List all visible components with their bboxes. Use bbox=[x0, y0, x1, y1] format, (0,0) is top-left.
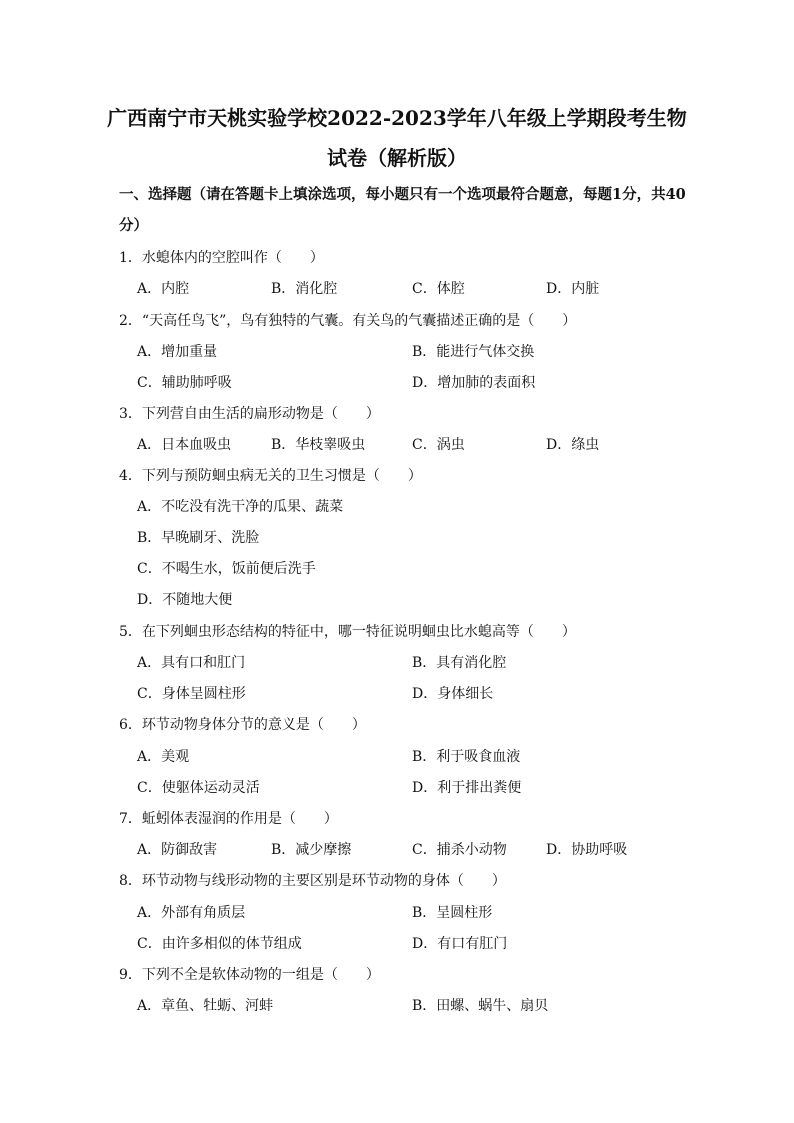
question-5-option-b: B．具有消化腔 bbox=[412, 655, 507, 671]
question-9-stem: 9．下列不全是软体动物的一组是（ ） bbox=[119, 967, 380, 983]
question-7-stem: 7．蚯蚓体表湿润的作用是（ ） bbox=[119, 811, 338, 827]
question-8-stem: 8．环节动物与线形动物的主要区别是环节动物的身体（ ） bbox=[119, 873, 506, 889]
question-9-option-b: B．田螺、蜗牛、扇贝 bbox=[412, 998, 549, 1014]
question-2-option-b: B．能进行气体交换 bbox=[412, 344, 535, 360]
question-5-option-d: D．身体细长 bbox=[412, 686, 494, 702]
exam-title-line2: 试卷（解析版） bbox=[327, 146, 467, 170]
question-4-option-c: C．不喝生水，饭前便后洗手 bbox=[137, 561, 316, 577]
question-3-option-c: C．涡虫 bbox=[412, 437, 465, 453]
question-7-option-d: D．协助呼吸 bbox=[546, 842, 628, 858]
question-8-option-c: C．由许多相似的体节组成 bbox=[137, 936, 302, 952]
question-2-option-a: A．增加重量 bbox=[137, 344, 218, 360]
question-5-stem: 5．在下列蛔虫形态结构的特征中，哪一特征说明蛔虫比水螅高等（ ） bbox=[119, 624, 576, 640]
question-2-option-d: D．增加肺的表面积 bbox=[412, 375, 536, 391]
question-2-option-c: C．辅助肺呼吸 bbox=[137, 375, 232, 391]
question-1-stem: 1．水螅体内的空腔叫作（ ） bbox=[119, 250, 324, 266]
question-2-stem: 2．“天高任鸟飞”，鸟有独特的气囊。有关鸟的气囊描述正确的是（ ） bbox=[119, 313, 577, 329]
question-7-option-a: A．防御敌害 bbox=[137, 842, 218, 858]
question-9-option-a: A．章鱼、牡蛎、河蚌 bbox=[137, 998, 274, 1014]
exam-title-line1: 广西南宁市天桃实验学校2022-2023学年八年级上学期段考生物 bbox=[107, 106, 687, 130]
question-3-option-d: D．绦虫 bbox=[546, 437, 600, 453]
question-8-option-d: D．有口有肛门 bbox=[412, 936, 508, 952]
question-4-option-b: B．早晚刷牙、洗脸 bbox=[137, 530, 260, 546]
section-heading-line2: 分） bbox=[119, 217, 148, 234]
question-1-option-b: B．消化腔 bbox=[271, 281, 338, 297]
question-7-option-c: C．捕杀小动物 bbox=[412, 842, 507, 858]
question-6-option-a: A．美观 bbox=[137, 749, 190, 765]
question-3-option-b: B．华枝睾吸虫 bbox=[271, 437, 366, 453]
question-5-option-a: A．具有口和肛门 bbox=[137, 655, 246, 671]
section-heading-line1: 一、选择题（请在答题卡上填涂选项，每小题只有一个选项最符合题意，每题1分，共40 bbox=[119, 186, 686, 203]
question-4-option-d: D．不随地大便 bbox=[137, 592, 233, 608]
question-4-option-a: A．不吃没有洗干净的瓜果、蔬菜 bbox=[137, 499, 344, 515]
question-6-option-d: D．利于排出粪便 bbox=[412, 780, 522, 796]
question-1-option-a: A．内腔 bbox=[137, 281, 190, 297]
question-5-option-c: C．身体呈圆柱形 bbox=[137, 686, 246, 702]
question-1-option-d: D．内脏 bbox=[546, 281, 600, 297]
question-6-option-c: C．使躯体运动灵活 bbox=[137, 780, 260, 796]
question-6-stem: 6．环节动物身体分节的意义是（ ） bbox=[119, 717, 366, 733]
question-4-stem: 4．下列与预防蛔虫病无关的卫生习惯是（ ） bbox=[119, 468, 422, 484]
question-8-option-b: B．呈圆柱形 bbox=[412, 905, 493, 921]
question-8-option-a: A．外部有角质层 bbox=[137, 905, 246, 921]
question-7-option-b: B．减少摩擦 bbox=[271, 842, 352, 858]
question-6-option-b: B．利于吸食血液 bbox=[412, 749, 521, 765]
question-3-option-a: A．日本血吸虫 bbox=[137, 437, 232, 453]
question-1-option-c: C．体腔 bbox=[412, 281, 465, 297]
question-3-stem: 3．下列营自由生活的扁形动物是（ ） bbox=[119, 406, 380, 422]
